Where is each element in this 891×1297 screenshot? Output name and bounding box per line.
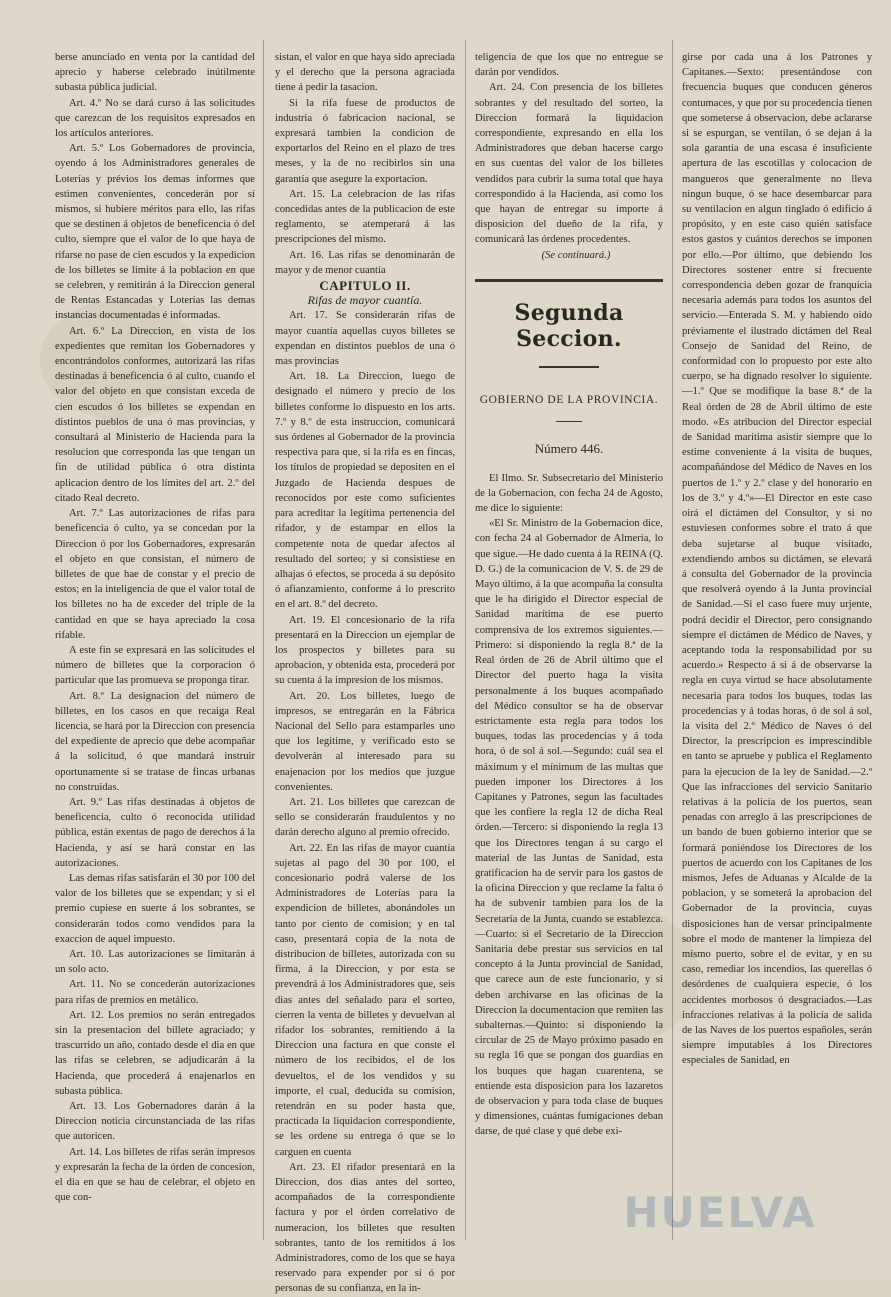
- article-paragraph: Art. 7.º Las autorizaciones de rifas para beneficencia ó culto, ya se concedan por la Direccion ó por los Gobernadores, expresarán el objeto en que consistan, el número de billetes de que hae de constar y el precio de estos; en la inteligencia de que el valor total de los billetes no ha de exceder del triple de la cantidad en que se haya apreciado la cosa rifable.: [55, 508, 255, 641]
- column-divider: [263, 40, 264, 1240]
- article-paragraph: Art. 14. Los billetes de rifas serán impresos y expresarán la fecha de la órden de concesion, el dia en que se hau de celebrar, el objeto en que con-: [55, 1146, 255, 1204]
- article-paragraph: Art. 6.º La Direccion, en vista de los expedientes que remitan los Gobernadores y encontrándolos conformes, autorizará las rifas destinadas á beneficencia ó al culto, cuando el valor del objeto en que consistan exceda de cien escudos ó los billetes se expendan en distintos pueblos de una ó mas provincias, y consultará al Ministerio de Hacienda para la resolucion que corresponda las que tengan un fin de utilidad pública ó otra distinta aplicacion dentro de los límites del art. 2.º del citado Real decreto.: [55, 325, 255, 504]
- chapter-heading: CAPITULO II.: [319, 278, 411, 294]
- short-dash-divider: [475, 412, 663, 427]
- ornament-divider: [475, 360, 663, 375]
- article-paragraph: Art. 20. Los billetes, luego de impresos, se entregarán en la Fábrica Nacional del Sello para estamparles uno que los legitime, y verificado esto se devolverán al interesado para su enajenacion por los medios que juzgue convenientes.: [275, 690, 455, 793]
- article-paragraph: Art. 8.º La designacion del número de billetes, en los casos en que recaiga Real licencia, se hará por la Direccion con presencia del expediente de aprecio que debe acompañar á la solicitud, ó que mandará instruir oportunamente si se tratase de fincas urbanas no construidas.: [55, 690, 255, 793]
- text-column-3: [475, 50, 663, 1240]
- chapter-subheading: Rifas de mayor cuantía.: [307, 293, 423, 308]
- document-number: Número 446.: [534, 441, 604, 457]
- paragraph: girse por cada una á los Patrones y Capitanes.—Sexto: presentándose con frecuencia buques que conducen géneros contumaces, y que por su procedencia tienen que someterse á observacion, debe aclararse si se espurgan, se ventilan, ó se dejan á la sola garantía de una escasa é insuficiente apertura de las escotillas y colocacion de mangueros que generalmente no lleva ningun buque, ó se hace desembarcar para su ventilacion en algun tinglado ó edificio á propósito, y en este caso quién satisface estos gastos y cuántos derechos se imponen por ello.—Por último, que debiendo los Directores sostener entre sí frecuente correspondencia deben gozar de franquicia necesaria además para todos los asuntos del servicio.—Enterada S. M. y habiendo oido préviamente el ilustrado dictámen del Real Consejo de Sanidad del Reino, de conformidad con lo propuesto por este alto cuerpo, se ha dignado resolver lo siguiente.—1.º Que se modifique la base 8.ª de la Real órden de 28 de Abril último de este modo. «Es atribucion del Director especial de Sanidad marítima asistir siempre que lo estime conveniente á la visita de buques, acompañándose del Médico de Naves en los puertos de 1.º y 2.º clase y del honorario en los de 3.º y 4.º»—El Director en este caso oirá el dictámen del Consultor, y si no estuviesen conformes sobre el trato á que deba sujetarse al buque visitado, extendiendo ambos su dictámen, se elevará á consulta del Gobernador de la provincia que resolverá oyendo á la Junta provincial de Sanidad.—Si el caso fuere muy urjente, podrá decidir el Director, pero consignando siempre el dictámen de Médico de Naves, y aceptando toda la responsabilidad por su acuerdo.» Respecto á si á de observarse la regla en cuya virtud se hace absolutamente necesaria para todos los buques, todas las procedencias y á todas horas, ó de sol á sol, la visita del 2.º Médico de Naves ó del Director, la prescripcion es imprescindible en tanto se apruebe y publica el Reglamento para la ejecucion de la ley de Sanidad.—2.º Que las infracciones del servicio Sanitario relativas á la policía de los puertos, sean penadas con arreglo á las prescripciones de un bando de buen gobierno interior que se formará poniéndose los Directores de los puertos de acuerdo con los Capitanes de los mismos, Jefes de Aduanas y Alcalde de la poblacion, y se someterá la aprobacion del Gobernador de la provincia, cuyas disposiciones han de versar principalmente sobre el modo de mantener la limpieza del mismo puerto, sobre el de evitar, y en su caso, remediar los incendios, las querellas ó desórdenes de cualquiera especie, ó los accidentes morbosos ó desgraciados.—Las infracciones relativas á la policía de salida de las Naves de los puertos españoles, serán siempre imputables á los Directores especiales de Sanidad, en: [682, 52, 872, 1067]
- article-paragraph: Art. 21. Los billetes que carezcan de sello se considerarán fraudulentos y no darán derecho alguno al premio ofrecido.: [275, 796, 455, 839]
- article-paragraph: Art. 16. Las rifas se denominarán de mayor y de menor cuantía: [275, 249, 455, 276]
- section-rule: [475, 279, 663, 282]
- article-paragraph: Art. 4.º No se dará curso á las solicitudes que carezcan de los requisitos expresados en los artículos anteriores.: [55, 97, 255, 140]
- text-column-2: [275, 50, 455, 1295]
- article-paragraph: Art. 22. En las rifas de mayor cuantía sujetas al pago del 30 por 100, el concesionario podrá valerse de los Administradores de Loterías para la expendicion de billetes, abonándoles un tanto por ciento de comision; y en tal caso, presentará copia de la nota de distribucion de billetes, autorizada con su firma, á la Direccion, y por esta se prevendrá á los Administradores que, seis dias antes del señalado para el sorteo, cierren la venta de billetes y devuelvan al rifador los sobrantes, remitiendo á la Direccion una factura en que conste el número de los recibidos, el de los devueltos, el de los vendidos y su importe, el cual, deducida su comision, retendrán en su poder hasta que, practicada la liquidacion correspondiente, se les ordene su entrega ó que se lo carguen en cuenta: [275, 842, 455, 1158]
- text-column-1: [55, 50, 255, 1240]
- paragraph: Las demas rifas satisfarán el 30 por 100 del valor de los billetes que se expendan; y si el premio cupiese en suerte á los sobrantes, se considerarán todos como vendidos para la exaccion de aquel impuesto.: [55, 872, 255, 945]
- text-column-4: [682, 50, 872, 1240]
- paragraph: Si la rifa fuese de productos de industria ó fabricacion nacional, se expresará tambien la condicion de exportarlos del Reino en el plazo de tres meses, y la de no recibirlos sin una garantía que asegure la exportacion.: [275, 97, 455, 185]
- government-heading: GOBIERNO DE LA PROVINCIA.: [479, 394, 659, 407]
- article-paragraph: Art. 23. El rifador presentará en la Direccion, dos dias antes del sorteo, acompañados de la correspondiente factura y por el órden correlativo de numeracion, los billetes que resulten sobrantes, tanto de los remitidos á los Administradores, como de los que se haya reservado para expender por sí ó por personas de su confianza, en la in-: [275, 1161, 455, 1295]
- article-paragraph: Art. 17. Se considerarán rifas de mayor cuantía aquellas cuyos billetes se expendan en distintos pueblos de una ó mas provincias: [275, 310, 455, 368]
- library-watermark: HUELVA: [623, 1188, 817, 1237]
- article-paragraph: Art. 11. No se concederán autorizaciones para rifas de premios en metálico.: [55, 979, 255, 1006]
- to-be-continued-note: (Se continuará.): [541, 249, 611, 261]
- section-title: Segunda Seccion.: [514, 299, 624, 352]
- article-paragraph: Art. 12. Los premios no serán entregados sin la presentacion del billete agraciado; y trascurrido un año, contado desde el dia en que las rifas se celebren, se adjudicarán á la Hacienda, que procederá á enajenarlos en subasta pública.: [55, 1009, 255, 1097]
- paragraph: A este fin se expresará en las solicitudes el número de billetes que la corporacion ó particular que las promueva se proponga tirar.: [55, 644, 255, 687]
- article-paragraph: Art. 13. Los Gobernadores darán á la Direccion noticia circunstanciada de las rifas que autoricen.: [55, 1101, 255, 1143]
- article-paragraph: Art. 15. La celebracion de las rifas concedidas antes de la publicacion de este reglamento, se atemperará á las prescripciones del mismo.: [275, 188, 455, 246]
- column-divider: [465, 40, 466, 1240]
- article-paragraph: Art. 18. La Direccion, luego de designado el número y precio de los billetes conforme lo dispuesto en los arts. 7.º y 8.º de esta instruccion, comunicará sus órdenes al Gobernador de la provincia respectiva para que, si la rifa es en fincas, los títulos de propiedad se depositen en el Juzgado de Hacienda despues de reconocidos por este como suficientes para acreditar la legítima pertenencia del rifador, y de estampar en ellos la competente nota de quedar afectos al resultado del sorteo; y si consistiese en alhajas ó efectos, se proceda á su depósito ó afianzamiento, conforme á lo prescrito en el art. 8.º del decreto.: [275, 371, 455, 611]
- article-paragraph: Art. 24. Con presencia de los billetes sobrantes y del resultado del sorteo, la Direccion formará la liquidacion correspondiente, expresando en ella los Administradores que deban hacerse cargo en sus cuentas del valor de los billetes vendidos para cubrir la suma total que haya correspondido á la Hacienda, así como los que hayan de entregar su importe á disposicion del dueño de la rifa, y comunicará las órdenes procedentes.: [475, 82, 663, 246]
- paragraph: sistan, el valor en que haya sido apreciada y el derecho que la persona agraciada tiene á pedir la tasacion.: [275, 52, 455, 94]
- paragraph: «El Sr. Ministro de la Gobernacion dice, con fecha 24 al Gobernador de Almería, lo que sigue.—He dado cuenta á la REINA (Q. D. G.) de la comunicacion de V. S. de 29 de Mayo último, á la que acompaña la consulta que le ha dirigido el Director especial de Sanidad marítima de ese puerto comprensiva de los extremos siguientes.—Primero: si disponiendo la regla 8.ª de la Real órden de 26 de Abril último que el Director del puerto haga la visita personalmente á los buques acompañado del Médico consultor se ha de observar estrictamente esta regla para todos los buques, todas las procedencias y á toda hora, ó de sol á sol.—Segundo: cuál sea el máximum y el mínimum de las multas que pueden imponer los Directores á los Capitanes y Patrones, segun las facultades que les confiere la regla 12 de dicha Real órden.—Tercero: si disponiendo la regla 13 que los Directores tengan á su cargo el material de las Juntas de Sanidad, esta gratificacion ha de servir para los gastos de la oficina Direccion y que reclame la falta ó ha de subvenir tambien para los de la Secretaría de la Junta, cuando se establezca.—Cuarto: si el Secretario de la Direccion Sanitaria debe prestar sus servicios en tal concepto á la Junta provincial de Sanidad, que carece aun de este funcionario, y si deben archivarse en las oficinas de la Direccion la documentacion que remiten las subalternas.—Quinto: si disponiendo la circular de 25 de Mayo próximo pasado en su regla 16 que se pongan dos guardias en los buques que hagan cuarentena, se entiende esta disposicion para los lazaretos de observacion y para toda clase de buques y dimensiones, cuántas fumigaciones deban darse, de qué clase y qué debe exi-: [475, 518, 663, 1138]
- article-paragraph: Art. 19. El concesionario de la rifa presentará en la Direccion un ejemplar de los prospectos y billetes para su aprobacion, y obtenida esta, procederá por su cuenta á la impresion de los mismos.: [275, 614, 455, 687]
- article-paragraph: Art. 9.º Las rifas destinadas á objetos de beneficencia, culto ó reconocida utilidad pública, están exentas de pago de derechos á la Hacienda, y así se hará constar en las autorizaciones.: [55, 796, 255, 869]
- column-divider: [672, 40, 673, 1240]
- paragraph: teligencia de que los que no entregue se darán por vendidos.: [475, 52, 663, 79]
- paragraph: berse anunciado en venta por la cantidad del aprecio y haberse celebrado inútilmente subasta pública judicial.: [55, 52, 255, 94]
- article-paragraph: Art. 5.º Los Gobernadores de provincia, oyendo á los Administradores generales de Loterías y prévios los demas informes que estimen convenientes, concederán por sí mismos, si hubiere méritos para ello, las rifas que se destinen á objetos de beneficencia ó del culto, siempre que el valor de lo que haya de rifarse no pase de cien escudos y la expedicion de los billetes se limite á la poblacion en que se celebren, y remitirán á la Direccion general de Rentas Estancadas y Loterías las demas instancias documentadas é informadas.: [55, 143, 255, 322]
- article-paragraph: Art. 10. Las autorizaciones se limitarán á un solo acto.: [55, 948, 255, 976]
- paragraph: El Ilmo. Sr. Subsecretario del Ministerio de la Gobernacion, con fecha 24 de Agosto, me dice lo siguiente:: [475, 472, 663, 515]
